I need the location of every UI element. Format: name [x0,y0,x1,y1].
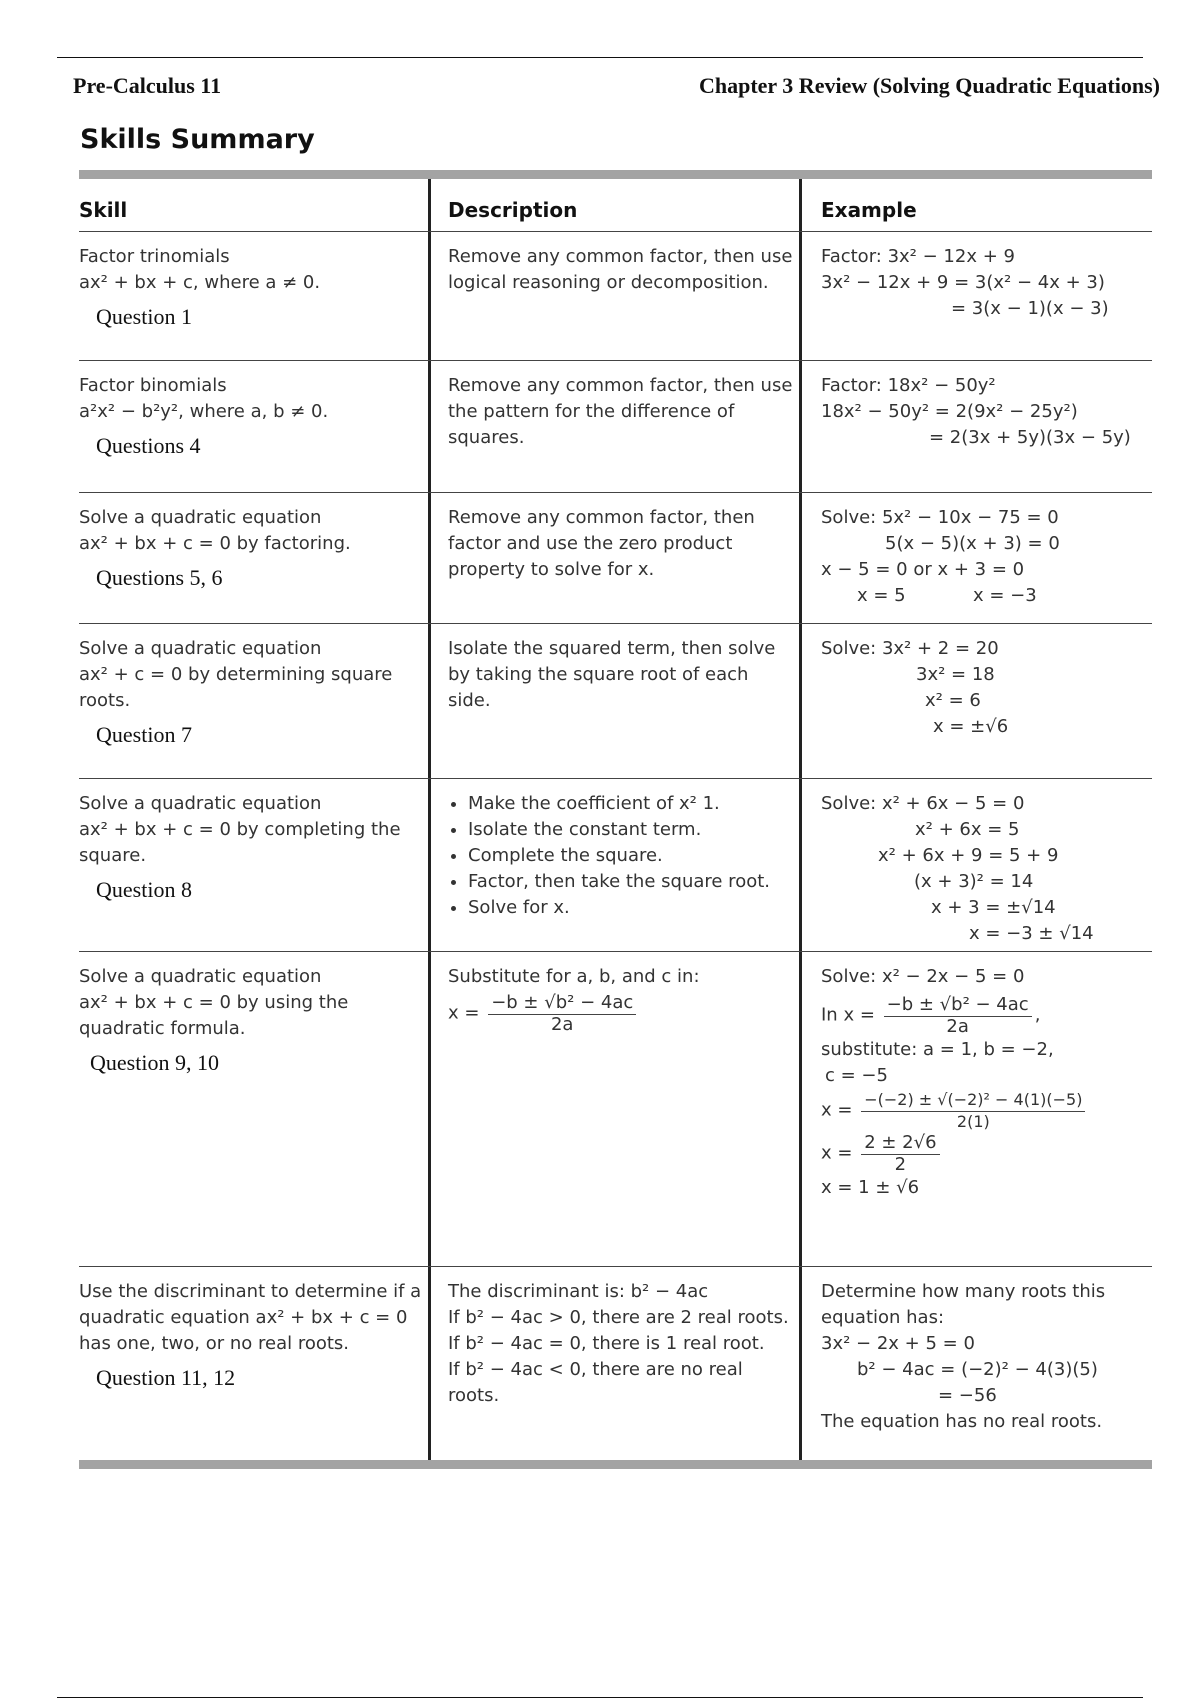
skill-title: Solve a quadratic equation [79,507,322,528]
description-line: If b² − 4ac > 0, there are 2 real roots. [448,1307,789,1328]
description-cell [428,779,799,951]
description-line: If b² − 4ac = 0, there is 1 real root. [448,1333,765,1354]
table-row [79,361,1152,493]
example-line: In x = $\frac{\text{−b ± √b² − 4ac}}{2a}$ , [821,994,1041,1037]
example-line: 3x² = 18 [916,664,995,685]
example-line: Factor: 18x² − 50y² [821,375,996,396]
example-line: (x + 3)² = 14 [914,871,1034,892]
example-cell [799,361,1152,492]
example-line: Solve: x² + 6x − 5 = 0 [821,793,1025,814]
skill-condition: ax² + bx + c = 0 by using the quadratic formula. [79,992,349,1039]
skill-cell [79,624,428,778]
example-line: x = ±√6 [933,716,1009,737]
example-cell [799,952,1152,1266]
example-denominator: 2a [946,1016,969,1037]
column-header-example: Example [799,179,1152,231]
description-cell: Remove any common factor, then use logical reasoning or decomposition. [428,232,799,360]
example-line: = 3(x − 1)(x − 3) [951,298,1109,319]
description-text: Substitute for a, b, and c in: [448,966,700,987]
skill-condition: ax² + bx + c = 0 by factoring. [79,533,351,554]
example-numerator: −b ± √b² − 4ac [884,994,1032,1017]
formula-lhs: x = [448,1002,480,1024]
example-line: x = −3 ± √14 [969,923,1094,944]
table-bottom-bar [79,1460,1152,1469]
bullet-item: • Factor, then take the square root. [468,869,793,895]
example-line: x = 1 ± √6 [821,1177,920,1198]
example-numerator: 2 ± 2√6 [861,1132,939,1155]
quadratic-formula [448,992,793,1035]
example-line: 3x² − 12x + 9 = 3(x² − 4x + 3) [821,272,1105,293]
description-cell [428,952,799,1266]
bullet-item: • Make the coefficient of x² 1. [468,791,793,817]
example-line: x − 5 = 0 or x + 3 = 0 [821,559,1025,580]
example-line: 3x² − 2x + 5 = 0 [821,1333,975,1354]
example-denominator: 2(1) [956,1112,990,1131]
example-line: = 2(3x + 5y)(3x − 5y) [929,427,1131,448]
example-cell [799,1267,1152,1460]
table-header-row [79,179,1152,232]
example-cell [799,232,1152,360]
column-header-skill: Skill [79,198,128,222]
description-line: If b² − 4ac < 0, there are no real roots. [448,1359,743,1406]
column-header-description: Description [428,179,799,231]
table-row [79,624,1152,779]
table-row [79,952,1152,1267]
top-rule [57,57,1143,58]
question-ref: Question 11, 12 [96,1365,236,1390]
example-line: Factor: 3x² − 12x + 9 [821,246,1015,267]
skill-title: Solve a quadratic equation [79,966,322,987]
skill-cell [79,232,428,360]
example-line: 18x² − 50y² = 2(9x² − 25y²) [821,401,1078,422]
description-cell: Isolate the squared term, then solve by taking the square root of each side. [428,624,799,778]
formula-denominator: 2a [550,1014,574,1035]
example-line [821,1089,1146,1132]
description-line: The discriminant is: b² − 4ac [448,1281,709,1302]
skill-cell [79,952,428,1266]
skill-cell [79,361,428,492]
example-prefix: In x = [821,1004,875,1026]
example-line: Solve: 5x² − 10x − 75 = 0 [821,507,1059,528]
skill-condition: a²x² − b²y², where a, b ≠ 0. [79,401,329,422]
formula-numerator: −b ± √b² − 4ac [488,992,636,1015]
example-cell [799,493,1152,623]
bullet-item: • Isolate the constant term. [468,817,793,843]
question-ref: Questions 5, 6 [96,565,223,590]
question-ref: Question 9, 10 [90,1050,219,1075]
skill-condition: ax² + bx + c = 0 by completing the square. [79,819,401,866]
example-numerator: −(−2) ± √(−2)² − 4(1)(−5) [861,1089,1085,1112]
table-row [79,1267,1152,1460]
example-line: = −56 [938,1385,997,1406]
example-cell [799,624,1152,778]
example-line: x² + 6x = 5 [915,819,1020,840]
example-line: Solve: x² − 2x − 5 = 0 [821,966,1025,987]
table-row [79,779,1152,952]
example-fraction [884,994,1032,1037]
skill-cell [79,493,428,623]
skill-title: Factor binomials [79,375,227,396]
x-equals: x = [821,1099,853,1121]
example-line: c = −5 [825,1065,888,1086]
table-top-bar [79,170,1152,179]
example-root-2: x = −3 [973,585,1037,606]
question-ref: Question 7 [96,722,192,747]
example-root-1: x = 5 [857,585,906,606]
skill-title: Solve a quadratic equation [79,793,322,814]
course-name: Pre-Calculus 11 [73,73,222,98]
example-fraction [861,1089,1085,1132]
example-line: b² − 4ac = (−2)² − 4(3)(5) [857,1359,1098,1380]
x-equals: x = [821,1142,853,1164]
example-line: substitute: a = 1, b = −2, [821,1039,1054,1060]
bullet-item: • Solve for x. [468,895,793,921]
chapter-title: Chapter 3 Review (Solving Quadratic Equations) [698,73,1160,98]
table-row [79,493,1152,624]
example-line: x² + 6x + 9 = 5 + 9 [878,845,1059,866]
skill-title: Use the discriminant to determine if a quadratic equation ax² + bx + c = 0 has one, two, or no real roots. [79,1281,422,1354]
example-line: Determine how many roots this equation has: [821,1281,1106,1328]
example-line: 5(x − 5)(x + 3) = 0 [885,533,1060,554]
skill-cell [79,1267,428,1460]
question-ref: Questions 4 [96,433,201,458]
example-denominator: 2 [894,1154,907,1175]
example-line: The equation has no real roots. [821,1411,1103,1432]
skill-title: Solve a quadratic equation [79,638,322,659]
skills-summary-table [79,170,1152,1469]
table-row [79,232,1152,361]
bottom-rule [57,1697,1143,1698]
formula-fraction [488,992,636,1035]
question-ref: Question 8 [96,877,192,902]
skill-cell [79,779,428,951]
example-line: x² = 6 [925,690,981,711]
example-line [821,1132,1146,1175]
example-line: x + 3 = ±√14 [931,897,1056,918]
description-cell [428,1267,799,1460]
skill-title: Factor trinomials [79,246,230,267]
bullet-item: • Complete the square. [468,843,793,869]
example-cell [799,779,1152,951]
skill-condition: ax² + c = 0 by determining square roots. [79,664,393,711]
section-title: Skills Summary [80,124,315,155]
skill-condition: ax² + bx + c, where a ≠ 0. [79,272,321,293]
example-line: Solve: 3x² + 2 = 20 [821,638,999,659]
example-line [821,583,1146,609]
description-cell: Remove any common factor, then use the pattern for the difference of squares. [428,361,799,492]
example-fraction [861,1132,939,1175]
question-ref: Question 1 [96,304,192,329]
description-cell: Remove any common factor, then factor and use the zero product property to solve for x. [428,493,799,623]
description-bullets [448,791,793,921]
